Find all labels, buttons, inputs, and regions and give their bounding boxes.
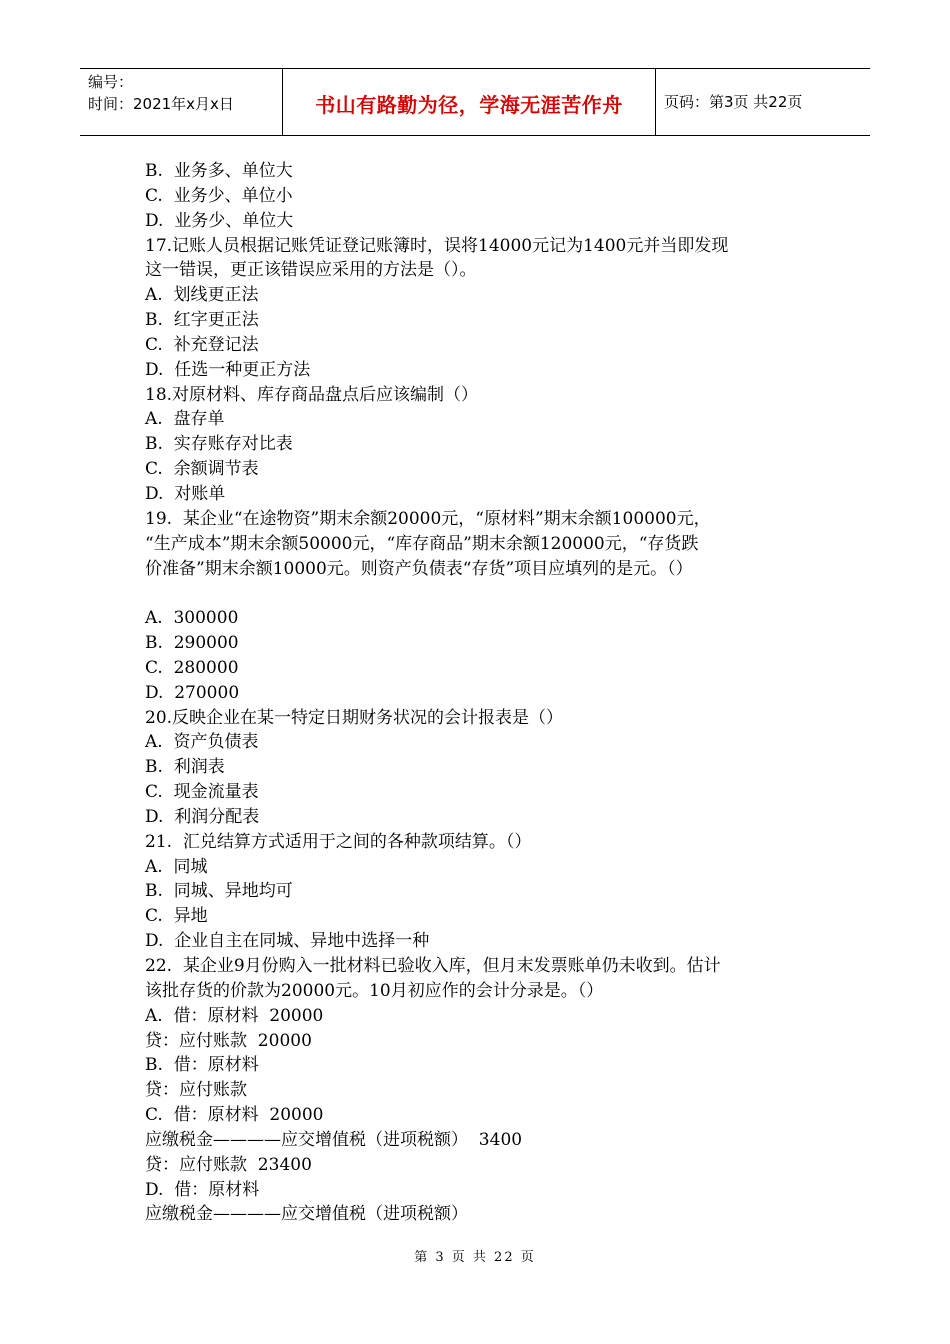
- text-line: D. 企业自主在同城、异地中选择一种: [145, 931, 430, 952]
- text-line: A. 资产负债表: [145, 732, 259, 753]
- text-line: A. 300000: [145, 608, 239, 629]
- text-line: B. 红字更正法: [145, 310, 259, 331]
- text-line: 19. 某企业“在途物资”期末余额20000元，“原材料”期末余额100000元，: [145, 508, 711, 529]
- header-meta: [88, 71, 278, 115]
- text-line: 应缴税金————应交增值税（进项税额）: [145, 1204, 468, 1225]
- text-line: B. 利润表: [145, 757, 225, 778]
- blank-line: [145, 581, 805, 606]
- text-line: D. 业务少、单位大: [145, 210, 294, 231]
- text-line: B. 业务多、单位大: [145, 161, 293, 181]
- text-line: A. 同城: [145, 856, 208, 877]
- text-line: 17.记账人员根据记账凭证登记账簿时，误将14000元记为1400元并当即发现: [145, 235, 729, 256]
- text-line: 贷：应付账款: [145, 1080, 247, 1101]
- text-line: 该批存货的价款为20000元。10月初应作的会计分录是。（）: [145, 980, 604, 1001]
- text-line: 20.反映企业在某一特定日期财务状况的会计报表是（）: [145, 707, 564, 728]
- text-line: D. 270000: [145, 682, 240, 703]
- text-line: 应缴税金————应交增值税（进项税额） 3400: [145, 1129, 523, 1150]
- text-line: D. 对账单: [145, 483, 226, 504]
- text-line: D. 借：原材料: [145, 1179, 260, 1200]
- header-page-info: 页码：第3页 共22页: [664, 93, 803, 111]
- text-line: C. 280000: [145, 657, 239, 678]
- text-line: B. 290000: [145, 633, 239, 654]
- document-body: [145, 159, 805, 1227]
- text-line: 价准备”期末余额10000元。则资产负债表“存货”项目应填列的是元。（）: [145, 558, 693, 579]
- text-line: A. 划线更正法: [145, 285, 259, 306]
- document-header: [80, 68, 870, 136]
- text-line: 贷：应付账款 23400: [145, 1154, 312, 1175]
- document-code-label: 编号：: [88, 73, 134, 91]
- text-line: 22. 某企业9月份购入一批材料已验收入库，但月末发票账单仍未收到。估计: [145, 956, 721, 976]
- text-line: C. 现金流量表: [145, 782, 259, 803]
- text-line: A. 借：原材料 20000: [145, 1005, 324, 1026]
- text-line: D. 任选一种更正方法: [145, 359, 311, 380]
- text-line: 这一错误，更正该错误应采用的方法是（）。: [145, 260, 477, 281]
- text-line: B. 实存账存对比表: [145, 434, 293, 455]
- header-motto: 书山有路勤为径，学海无涯苦作舟: [315, 93, 623, 117]
- header-divider: [655, 69, 656, 135]
- text-line: C. 余额调节表: [145, 459, 259, 480]
- text-line: 18.对原材料、库存商品盘点后应该编制（）: [145, 384, 479, 405]
- text-line: C. 异地: [145, 906, 208, 927]
- text-line: C. 补充登记法: [145, 334, 259, 355]
- text-line: B. 同城、异地均可: [145, 881, 293, 902]
- text-line: A. 盘存单: [145, 409, 225, 430]
- document-date: 时间：2021年x月x日: [88, 95, 234, 113]
- text-line: C. 借：原材料 20000: [145, 1105, 324, 1126]
- text-line: C. 业务少、单位小: [145, 185, 293, 206]
- page-footer: 第 3 页 共 22 页: [414, 1250, 536, 1265]
- text-line: 21. 汇兑结算方式适用于之间的各种款项结算。（）: [145, 831, 532, 852]
- text-line: B. 借：原材料: [145, 1055, 259, 1076]
- text-line: 贷：应付账款 20000: [145, 1030, 312, 1051]
- text-line: D. 利润分配表: [145, 806, 260, 827]
- text-line: “生产成本”期末余额50000元，“库存商品”期末余额120000元，“存货跌: [145, 533, 699, 554]
